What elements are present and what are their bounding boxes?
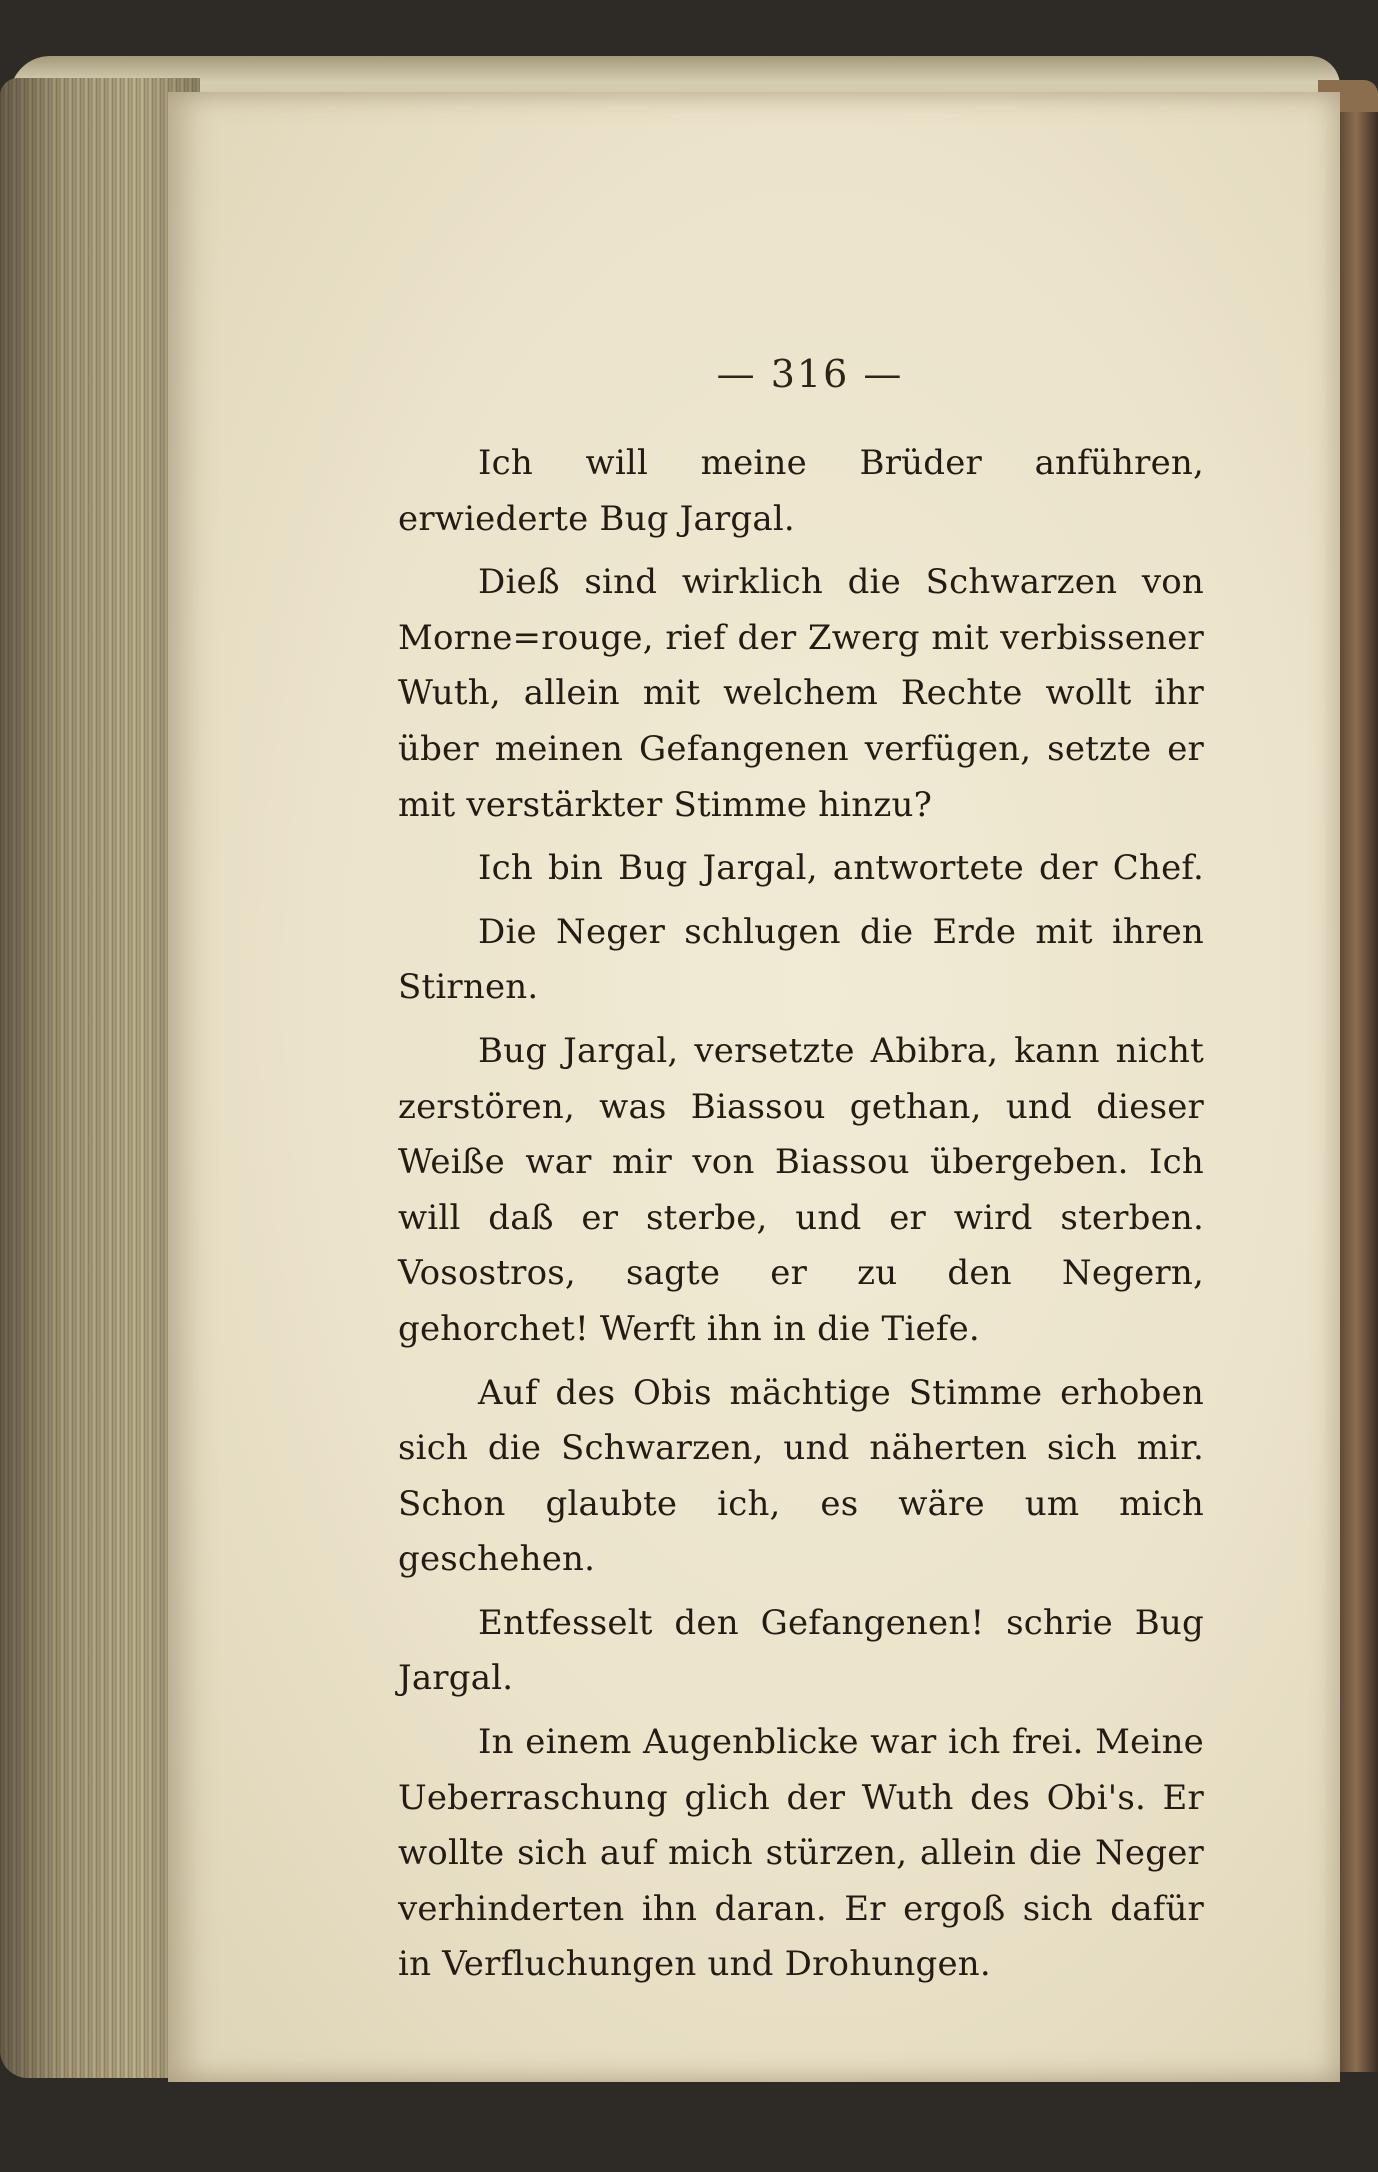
paragraph-2: Dieß sind wirklich die Schwarzen von Morne=rouge, rief der Zwerg mit verbissener Wuth, allein mit welchem Rechte wollt ihr über meinen Gefangenen verfügen, setzte er mit verstärkter Stimme hinzu?: [398, 562, 1204, 825]
paragraph-5: Bug Jargal, versetzte Abibra, kann nicht zerstören, was Biassou gethan, und dieser Weiße war mir von Biassou übergeben. Ich will daß er sterbe, und er wird sterben. Vosostros, sagte er zu den Negern, gehorchet! Werft ihn in die Tiefe.: [398, 1030, 1204, 1349]
paragraph-6: Auf des Obis mächtige Stimme erhoben sich die Schwarzen, und näherten sich mir. Schon glaubte ich, es wäre um mich geschehen.: [398, 1372, 1204, 1580]
page-body-text: [398, 436, 1204, 2001]
facing-page-sliver: [1338, 112, 1378, 2072]
paragraph-3: Ich bin Bug Jargal, antwortete der Chef.: [478, 848, 1204, 889]
paragraph-1: Ich will meine Brüder anführen, erwiederte Bug Jargal.: [398, 443, 1204, 539]
page-number: — 316 —: [716, 352, 904, 396]
paragraph-8: In einem Augenblicke war ich frei. Meine Ueberraschung glich der Wuth des Obi's. Er wollte sich auf mich stürzen, allein die Neger verhinderten ihn daran. Er ergoß sich dafür in Verfluchungen und Drohungen.: [398, 1722, 1204, 1985]
paragraph-7: Entfesselt den Gefangenen! schrie Bug Jargal.: [398, 1602, 1204, 1699]
paragraph-4: Die Neger schlugen die Erde mit ihren Stirnen.: [398, 911, 1204, 1008]
